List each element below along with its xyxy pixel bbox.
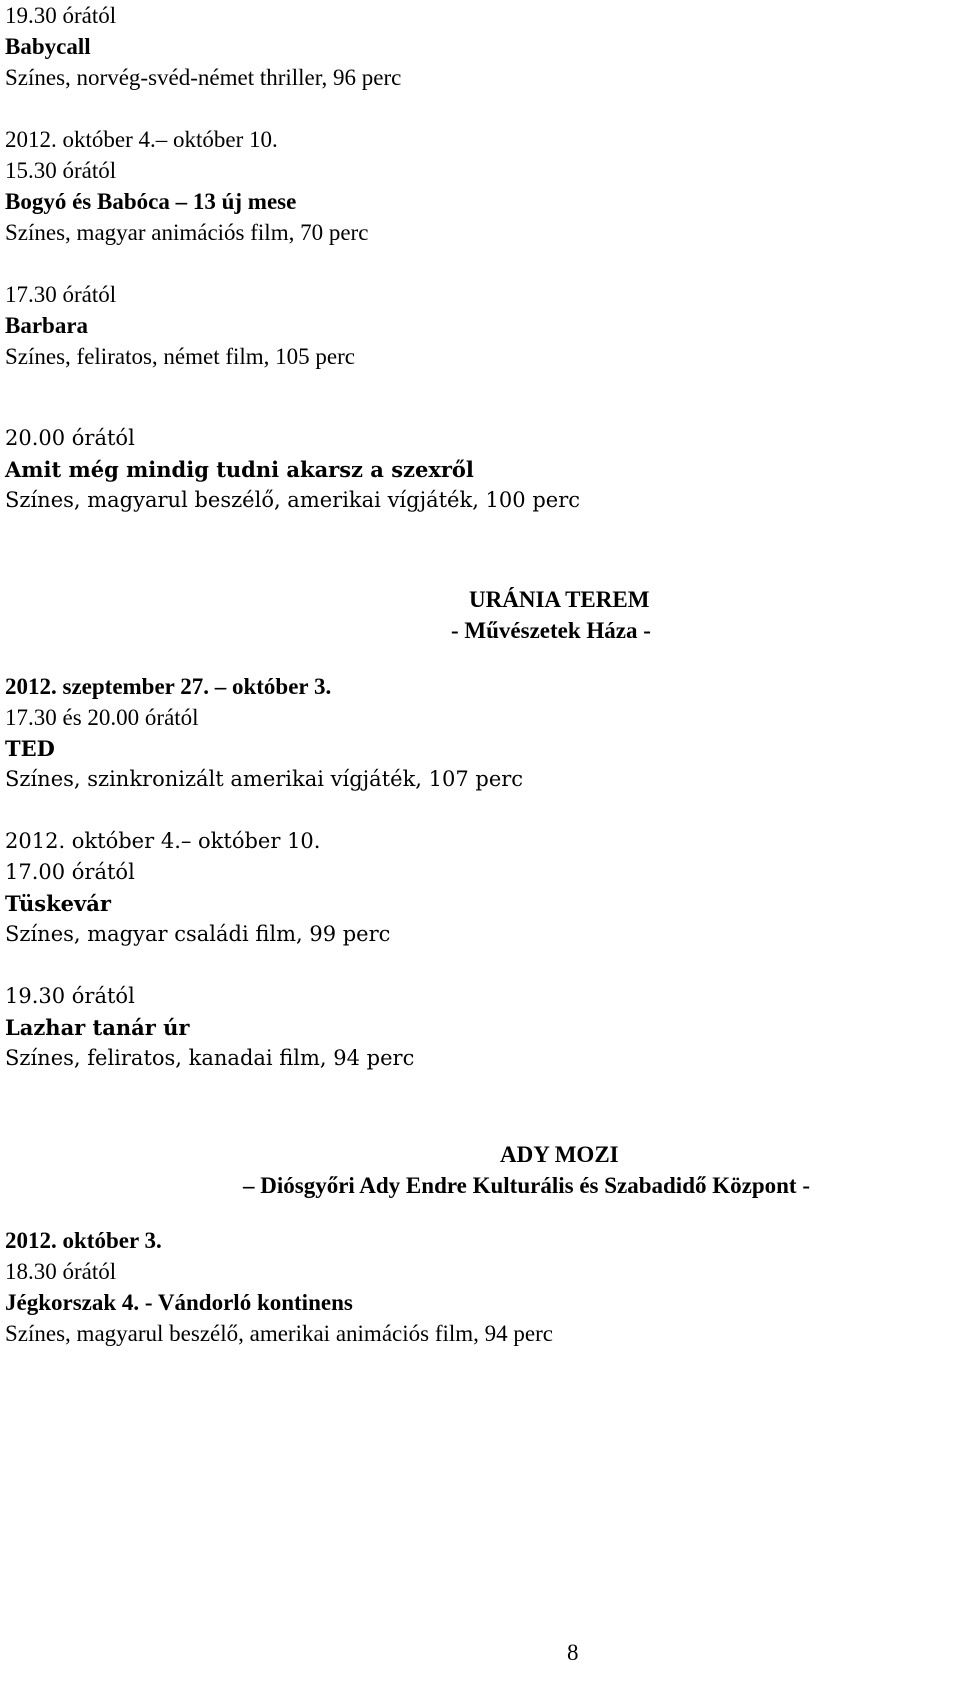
- film-info: Színes, szinkronizált amerikai vígjáték, 107 perc: [5, 767, 524, 791]
- film-title: TED: [5, 736, 55, 761]
- film-info: Színes, magyar családi film, 99 perc: [5, 922, 391, 946]
- film-info: Színes, norvég-svéd-német thriller, 96 perc: [5, 65, 402, 90]
- screening-time: 19.30 órától: [5, 3, 117, 28]
- venue-subtitle: - Művészetek Háza -: [451, 618, 651, 643]
- venue-name: ADY MOZI: [500, 1142, 619, 1167]
- film-info: Színes, feliratos, német film, 105 perc: [5, 344, 356, 369]
- page-number: 8: [567, 1640, 579, 1665]
- film-title: Jégkorszak 4. - Vándorló kontinens: [5, 1290, 353, 1315]
- film-title: Lazhar tanár úr: [5, 1015, 190, 1040]
- film-title: Bogyó és Babóca – 13 új mese: [5, 189, 297, 214]
- screening-time: 17.30 és 20.00 órától: [5, 705, 199, 730]
- screening-time: 18.30 órától: [5, 1259, 117, 1284]
- screening-time: 20.00 órától: [5, 426, 135, 450]
- film-info: Színes, feliratos, kanadai film, 94 perc: [5, 1046, 415, 1070]
- screening-time: 17.30 órától: [5, 282, 117, 307]
- film-title: Babycall: [5, 34, 91, 59]
- venue-subtitle: – Diósgyőri Ady Endre Kulturális és Szabadidő Központ -: [243, 1173, 810, 1198]
- venue-name: URÁNIA TEREM: [469, 587, 650, 612]
- screening-time: 17.00 órától: [5, 860, 135, 884]
- screening-date: 2012. szeptember 27. – október 3.: [5, 674, 332, 699]
- film-info: Színes, magyarul beszélő, amerikai vígjáték, 100 perc: [5, 488, 580, 512]
- film-title: Amit még mindig tudni akarsz a szexről: [5, 457, 474, 482]
- screening-date: 2012. október 4.– október 10.: [5, 829, 321, 853]
- screening-time: 15.30 órától: [5, 158, 117, 183]
- film-info: Színes, magyar animációs film, 70 perc: [5, 220, 369, 245]
- film-title: Tüskevár: [5, 891, 111, 916]
- film-info: Színes, magyarul beszélő, amerikai animációs film, 94 perc: [5, 1321, 553, 1346]
- screening-date: 2012. október 3.: [5, 1228, 162, 1253]
- screening-date: 2012. október 4.– október 10.: [5, 127, 278, 152]
- film-title: Barbara: [5, 313, 89, 338]
- screening-time: 19.30 órától: [5, 984, 135, 1008]
